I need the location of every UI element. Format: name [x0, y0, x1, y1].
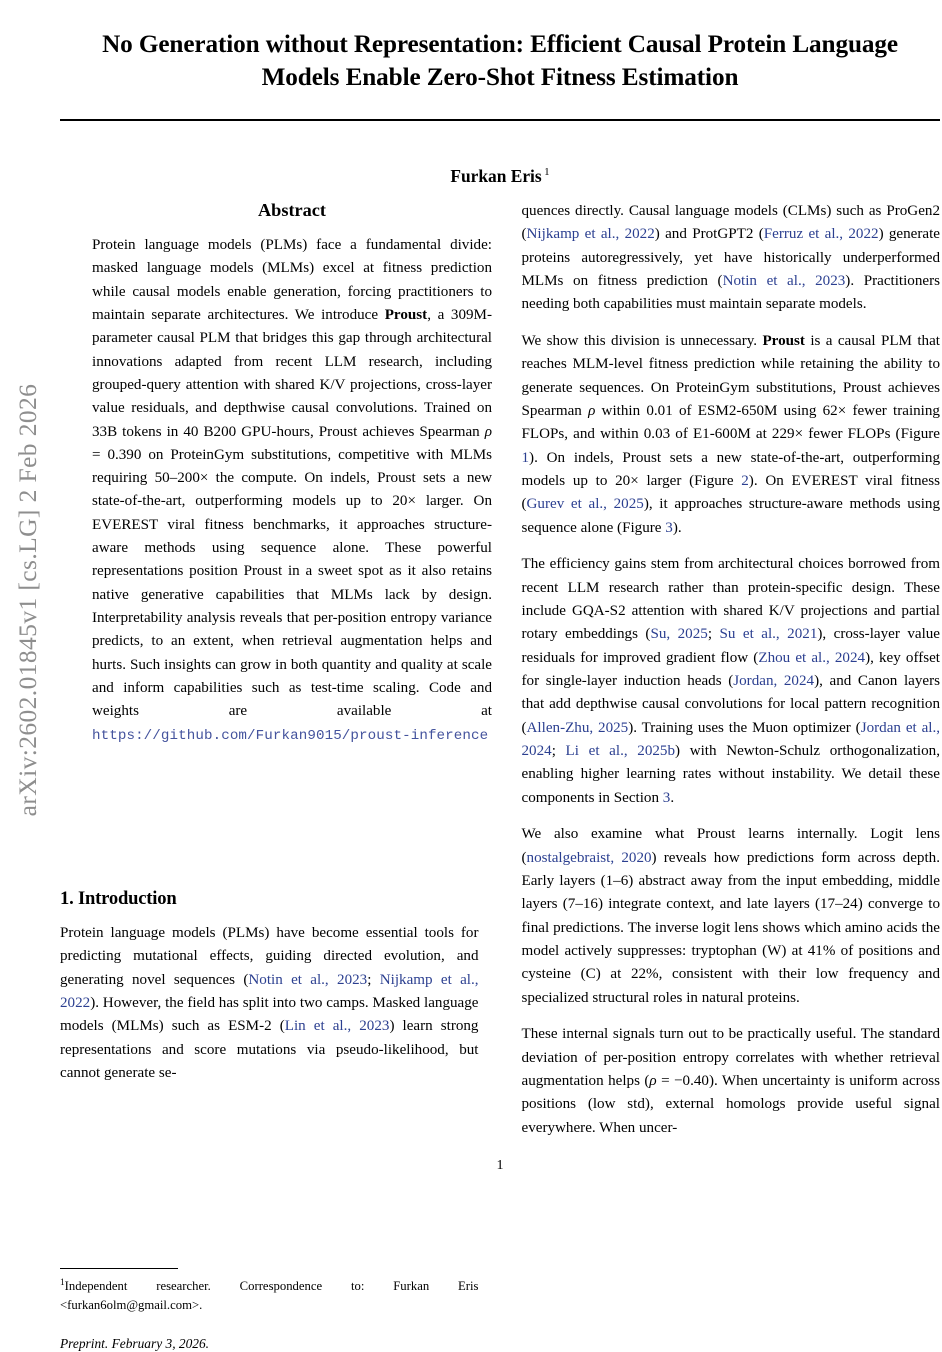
rc-p2-c: within 0.01 of ESM2-650M using 62× fewer training FLOPs, and within 0.03 of E1-600M at 229× fewer FLOPs (Figure: [521, 403, 940, 443]
intro-text-a: Protein language models (PLMs) have become essential tools for predicting mutational effects, guiding directed evolution, and generating novel sequences (: [60, 925, 479, 988]
rc-p3-b: ;: [707, 626, 720, 643]
footnote-marker: 1: [60, 1278, 65, 1289]
abstract-text-b: , a 309M-parameter causal PLM that bridges this gap through architectural innovations adapted from recent LLM research, including grouped-query attention with shared K/V projections, cross-layer value residuals, and depthwise causal convolutions. Trained on 33B tokens in 40 B200 GPU-hours, Proust achieves Spearman: [92, 306, 493, 440]
spearman-rho-symbol: ρ: [484, 423, 492, 440]
page-number: 1: [496, 1158, 504, 1173]
abstract-body: [92, 234, 492, 748]
rc-p3-a: The efficiency gains stem from architectural choices borrowed from recent LLM research rather than protein-specific design. These include GQA-S2 attention with shared K/V projections and partial rotary embeddings (: [521, 556, 940, 643]
page-title: No Generation without Representation: Efficient Causal Protein Language Models Enable Zero-Shot Fitness Estimation: [102, 31, 898, 92]
footnote-rule: [60, 1268, 178, 1269]
citation-nostalgebraist-2020[interactable]: nostalgebraist, 2020: [526, 849, 652, 866]
two-column-body: [60, 200, 941, 1351]
spearman-rho-symbol-rc: ρ: [588, 403, 596, 419]
citation-notin-2023-rc[interactable]: Notin et al., 2023: [722, 272, 846, 289]
author-affiliation-marker: 1: [544, 166, 550, 179]
introduction-section: [60, 888, 479, 1085]
citation-nijkamp-2022[interactable]: Nijkamp et al., 2022: [60, 971, 479, 1011]
rc-p5-a: These internal signals turn out to be practically useful. The standard deviation of per-position entropy correlates with whether retrieval augmentation helps (: [521, 1026, 940, 1089]
citation-jordan-2024[interactable]: Jordan, 2024: [733, 672, 815, 689]
author-block: [60, 166, 940, 187]
right-paragraph-3: [522, 553, 941, 809]
rc-p2-e: ). On EVEREST viral fitness (: [521, 472, 940, 513]
rc-p3-f: ). Training uses the Muon optimizer (: [628, 719, 861, 736]
paper-page: [60, 0, 941, 1351]
rc-p2-a: We show this division is unnecessary.: [521, 333, 763, 350]
figure-ref-1[interactable]: 1: [521, 449, 530, 466]
rc-p1-c: ) generate proteins autoregressively, yet have historically underperformed MLMs on fitness prediction (: [521, 226, 940, 289]
title-rule: [60, 119, 940, 121]
citation-nijkamp-2022-rc[interactable]: Nijkamp et al., 2022: [526, 226, 655, 243]
citation-allen-zhu-2025[interactable]: Allen-Zhu, 2025: [526, 719, 629, 736]
rc-p5-b: = −0.40). When uncertainty is uniform across positions (low std), external homologs provide useful signal everywhere. When uncer-: [521, 1072, 940, 1136]
arxiv-stamp-text: arXiv:2602.01845v1 [cs.LG] 2 Feb 2026: [13, 383, 42, 817]
arxiv-stamp: [0, 0, 56, 1200]
citation-notin-2023[interactable]: Notin et al., 2023: [248, 971, 368, 988]
author-name: Furkan Eris: [450, 165, 542, 186]
rc-p1-d: ). Practitioners needing both capabilities must maintain separate models.: [521, 272, 940, 313]
citation-gurev-2025[interactable]: Gurev et al., 2025: [526, 496, 644, 513]
rc-p2-d: ). On indels, Proust sets a new state-of-the-art, outperforming models up to 20× larger (Figure: [521, 449, 940, 489]
title-block: [60, 0, 940, 187]
right-paragraph-1: [522, 200, 941, 317]
spearman-rho-symbol-rc2: ρ: [649, 1072, 657, 1089]
figure-ref-2[interactable]: 2: [741, 472, 749, 489]
footnote-block: [60, 1268, 479, 1352]
rc-p3-c: ), cross-layer value residuals for improved gradient flow (: [521, 626, 941, 666]
rc-p3-g: ;: [551, 742, 566, 759]
repo-link[interactable]: https://github.com/Furkan9015/proust-inference: [92, 727, 489, 744]
introduction-paragraph-1: [60, 922, 479, 1085]
intro-text-d: ) learn strong representations and score mutations via pseudo-likelihood, but cannot generate se-: [60, 1018, 479, 1081]
rc-p3-e: ), and Canon layers that add depthwise causal convolutions for local pattern recognition (: [521, 672, 940, 736]
rc-p2-g: ).: [672, 519, 682, 536]
abstract-model-name: Proust: [384, 306, 428, 323]
rc-p4-a: We also examine what Proust learns internally. Logit lens (: [521, 826, 940, 866]
citation-ferruz-2022[interactable]: Ferruz et al., 2022: [763, 226, 879, 243]
figure-ref-3[interactable]: 3: [665, 519, 673, 536]
preprint-line: Preprint. February 3, 2026.: [60, 1335, 210, 1351]
section-heading-introduction: 1. Introduction: [60, 888, 177, 909]
intro-text-b: ;: [367, 971, 380, 988]
rc-p4-b: ) reveals how predictions form across depth. Early layers (1–6) abstract away from the input embedding, middle layers (7–16) integrate context, and late layers (17–24) converge to final predictions. The inverse logit lens shows which amino acids the model actively suppresses: tryptophan (W) at 41% of positions and cysteine (C) at 22%, consistent with their low frequency and specialized structural roles in natural proteins.: [521, 849, 940, 1006]
rc-model-name: Proust: [762, 333, 805, 350]
right-paragraph-4: [522, 823, 941, 1010]
right-paragraph-2: [522, 330, 941, 540]
abstract-section: [92, 200, 492, 748]
rc-p1-b: ) and ProtGPT2 (: [654, 226, 764, 243]
left-column: [60, 200, 493, 1351]
rc-p2-b: is a causal PLM that reaches MLM-level fitness prediction while retaining the ability to generate sequences. On ProteinGym substitutions, Proust achieves Spearman: [521, 333, 940, 419]
right-paragraph-5: [522, 1023, 941, 1140]
rc-p3-i: .: [670, 789, 675, 806]
citation-jordan-et-al-2024[interactable]: Jordan et al., 2024: [521, 719, 941, 759]
citation-li-2025b[interactable]: Li et al., 2025b: [565, 742, 676, 759]
footnote-text: [60, 1277, 479, 1314]
footnote-body: Independent researcher. Correspondence to: Furkan Eris <furkan6olm@gmail.com>.: [60, 1279, 479, 1312]
citation-su-2025[interactable]: Su, 2025: [650, 626, 708, 643]
rc-p3-d: ), key offset for single-layer induction heads (: [521, 649, 940, 689]
right-column: [522, 200, 941, 1140]
rc-p3-h: ) with Newton-Schulz orthogonalization, enabling higher learning rates without instability. We detail these components in Section: [521, 742, 940, 806]
intro-text-c: ). However, the field has split into two camps. Masked language models (MLMs) such as ESM-2 (: [60, 994, 479, 1035]
section-ref-3[interactable]: 3: [662, 789, 671, 806]
citation-zhou-2024[interactable]: Zhou et al., 2024: [758, 649, 866, 666]
rc-p2-f: ), it approaches structure-aware methods using sequence alone (Figure: [521, 496, 940, 536]
rc-p1-a: quences directly. Causal language models (CLMs) such as ProGen2 (: [521, 203, 940, 243]
abstract-heading: Abstract: [257, 200, 327, 220]
abstract-text-c: = 0.390 on ProteinGym substitutions, competitive with MLMs requiring 50–200× the compute. On indels, Proust sets a new state-of-the-art, outperforming models up to 20× larger. On EVEREST viral fitness benchmarks, it approaches structure-aware methods using sequence alone. These powerful representations position Proust in a sweet spot as it also retains native generative capabilities that MLMs lack by design. Interpretability analysis reveals that per-position entropy variance predicts, to an extent, when retrieval augmentation helps and hurts. Such insights can grow in both quantity and quality at scale and inform capabilities such as test-time scaling. Code and weights are available at: [92, 446, 492, 720]
citation-su-2021[interactable]: Su et al., 2021: [719, 626, 818, 643]
citation-lin-2023[interactable]: Lin et al., 2023: [284, 1018, 390, 1035]
abstract-text-a: Protein language models (PLMs) face a fundamental divide: masked language models (MLMs) excel at fitness prediction while causal models enable generation, forcing practitioners to maintain separate architectures. We introduce: [92, 237, 492, 323]
